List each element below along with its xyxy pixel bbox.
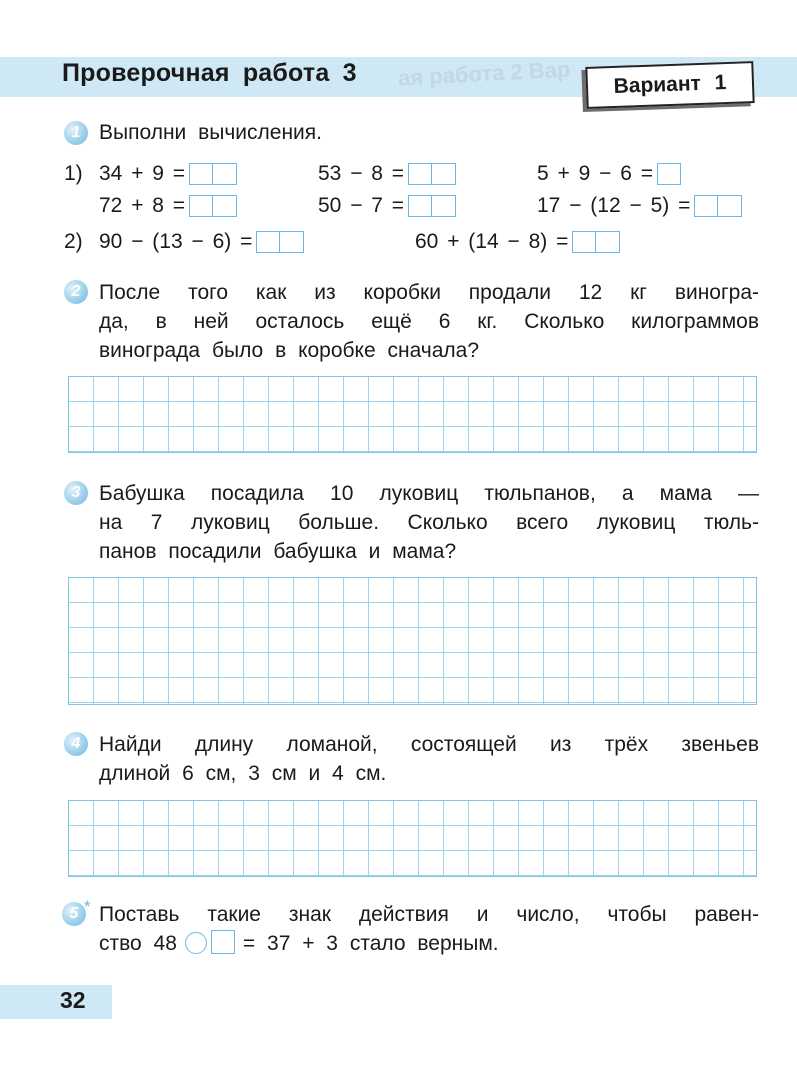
text-line: После того как из коробки продали 12 кг виногра- [99,281,759,304]
text-line: длиной 6 см, 3 см и 4 см. [99,762,387,785]
calc-row [537,194,742,218]
answer-grid[interactable] [68,800,757,877]
number-box[interactable] [211,930,235,954]
text-line: винограда было в коробке сначала? [99,339,480,362]
calc-row [318,162,456,186]
task2-text [99,278,759,365]
text-line: на 7 луковиц больше. Сколько всего луковиц тюль- [99,511,759,534]
expression: 50 − 7 = [318,194,405,217]
expression: 53 − 8 = [318,162,405,185]
task3-text [99,479,759,566]
star-icon: * [84,897,91,916]
equation-end: = 37 + 3 стало верным. [242,932,499,955]
calc-row [99,162,237,186]
part2-label: 2) [64,230,83,253]
text-line: Найди длину ломаной, состоящей из трёх звеньев [99,733,759,756]
page-number: 32 [60,987,86,1013]
answer-box[interactable] [572,231,620,253]
page-title: Проверочная работа 3 [62,59,357,87]
answer-box[interactable] [256,231,304,253]
expression: 5 + 9 − 6 = [537,162,654,185]
task-number-icon: 1 [64,121,88,145]
expression: 90 − (13 − 6) = [99,230,253,253]
calc-row [318,194,456,218]
variant-label: Вариант 1 [585,61,754,109]
expression: 17 − (12 − 5) = [537,194,691,217]
calc-row [99,194,237,218]
answer-box[interactable] [189,195,237,217]
expression: 72 + 8 = [99,194,186,217]
bleed-through-text: ая работа 2 Вар [397,56,571,91]
text-line [99,929,759,958]
task-number-icon: 2 [64,280,88,304]
equation-start: ство 48 [99,932,177,955]
part1-label: 1) [64,162,83,185]
expression: 60 + (14 − 8) = [415,230,569,253]
task-number-icon: 3 [64,481,88,505]
text-line: Поставь такие знак действия и число, чтобы равен- [99,903,759,926]
task-number-icon: 4 [64,732,88,756]
page-number-band [0,985,112,1019]
answer-box[interactable] [408,163,456,185]
expression: 34 + 9 = [99,162,186,185]
answer-box[interactable] [408,195,456,217]
task4-text [99,730,759,788]
calc-row [415,230,620,254]
operator-circle[interactable] [185,932,207,954]
task5-text [99,900,759,958]
answer-box[interactable] [657,163,681,185]
answer-grid[interactable] [68,376,757,453]
answer-box[interactable] [189,163,237,185]
task1-prompt: Выполни вычисления. [99,121,322,144]
calc-row [537,162,681,186]
text-line: Бабушка посадила 10 луковиц тюльпанов, а мама — [99,482,759,505]
answer-grid[interactable] [68,577,757,705]
answer-box[interactable] [694,195,742,217]
text-line: панов посадили бабушка и мама? [99,540,457,563]
task-number-icon: 5 [62,902,86,926]
calc-row [99,230,304,254]
text-line: да, в ней осталось ещё 6 кг. Сколько килограммов [99,310,759,333]
